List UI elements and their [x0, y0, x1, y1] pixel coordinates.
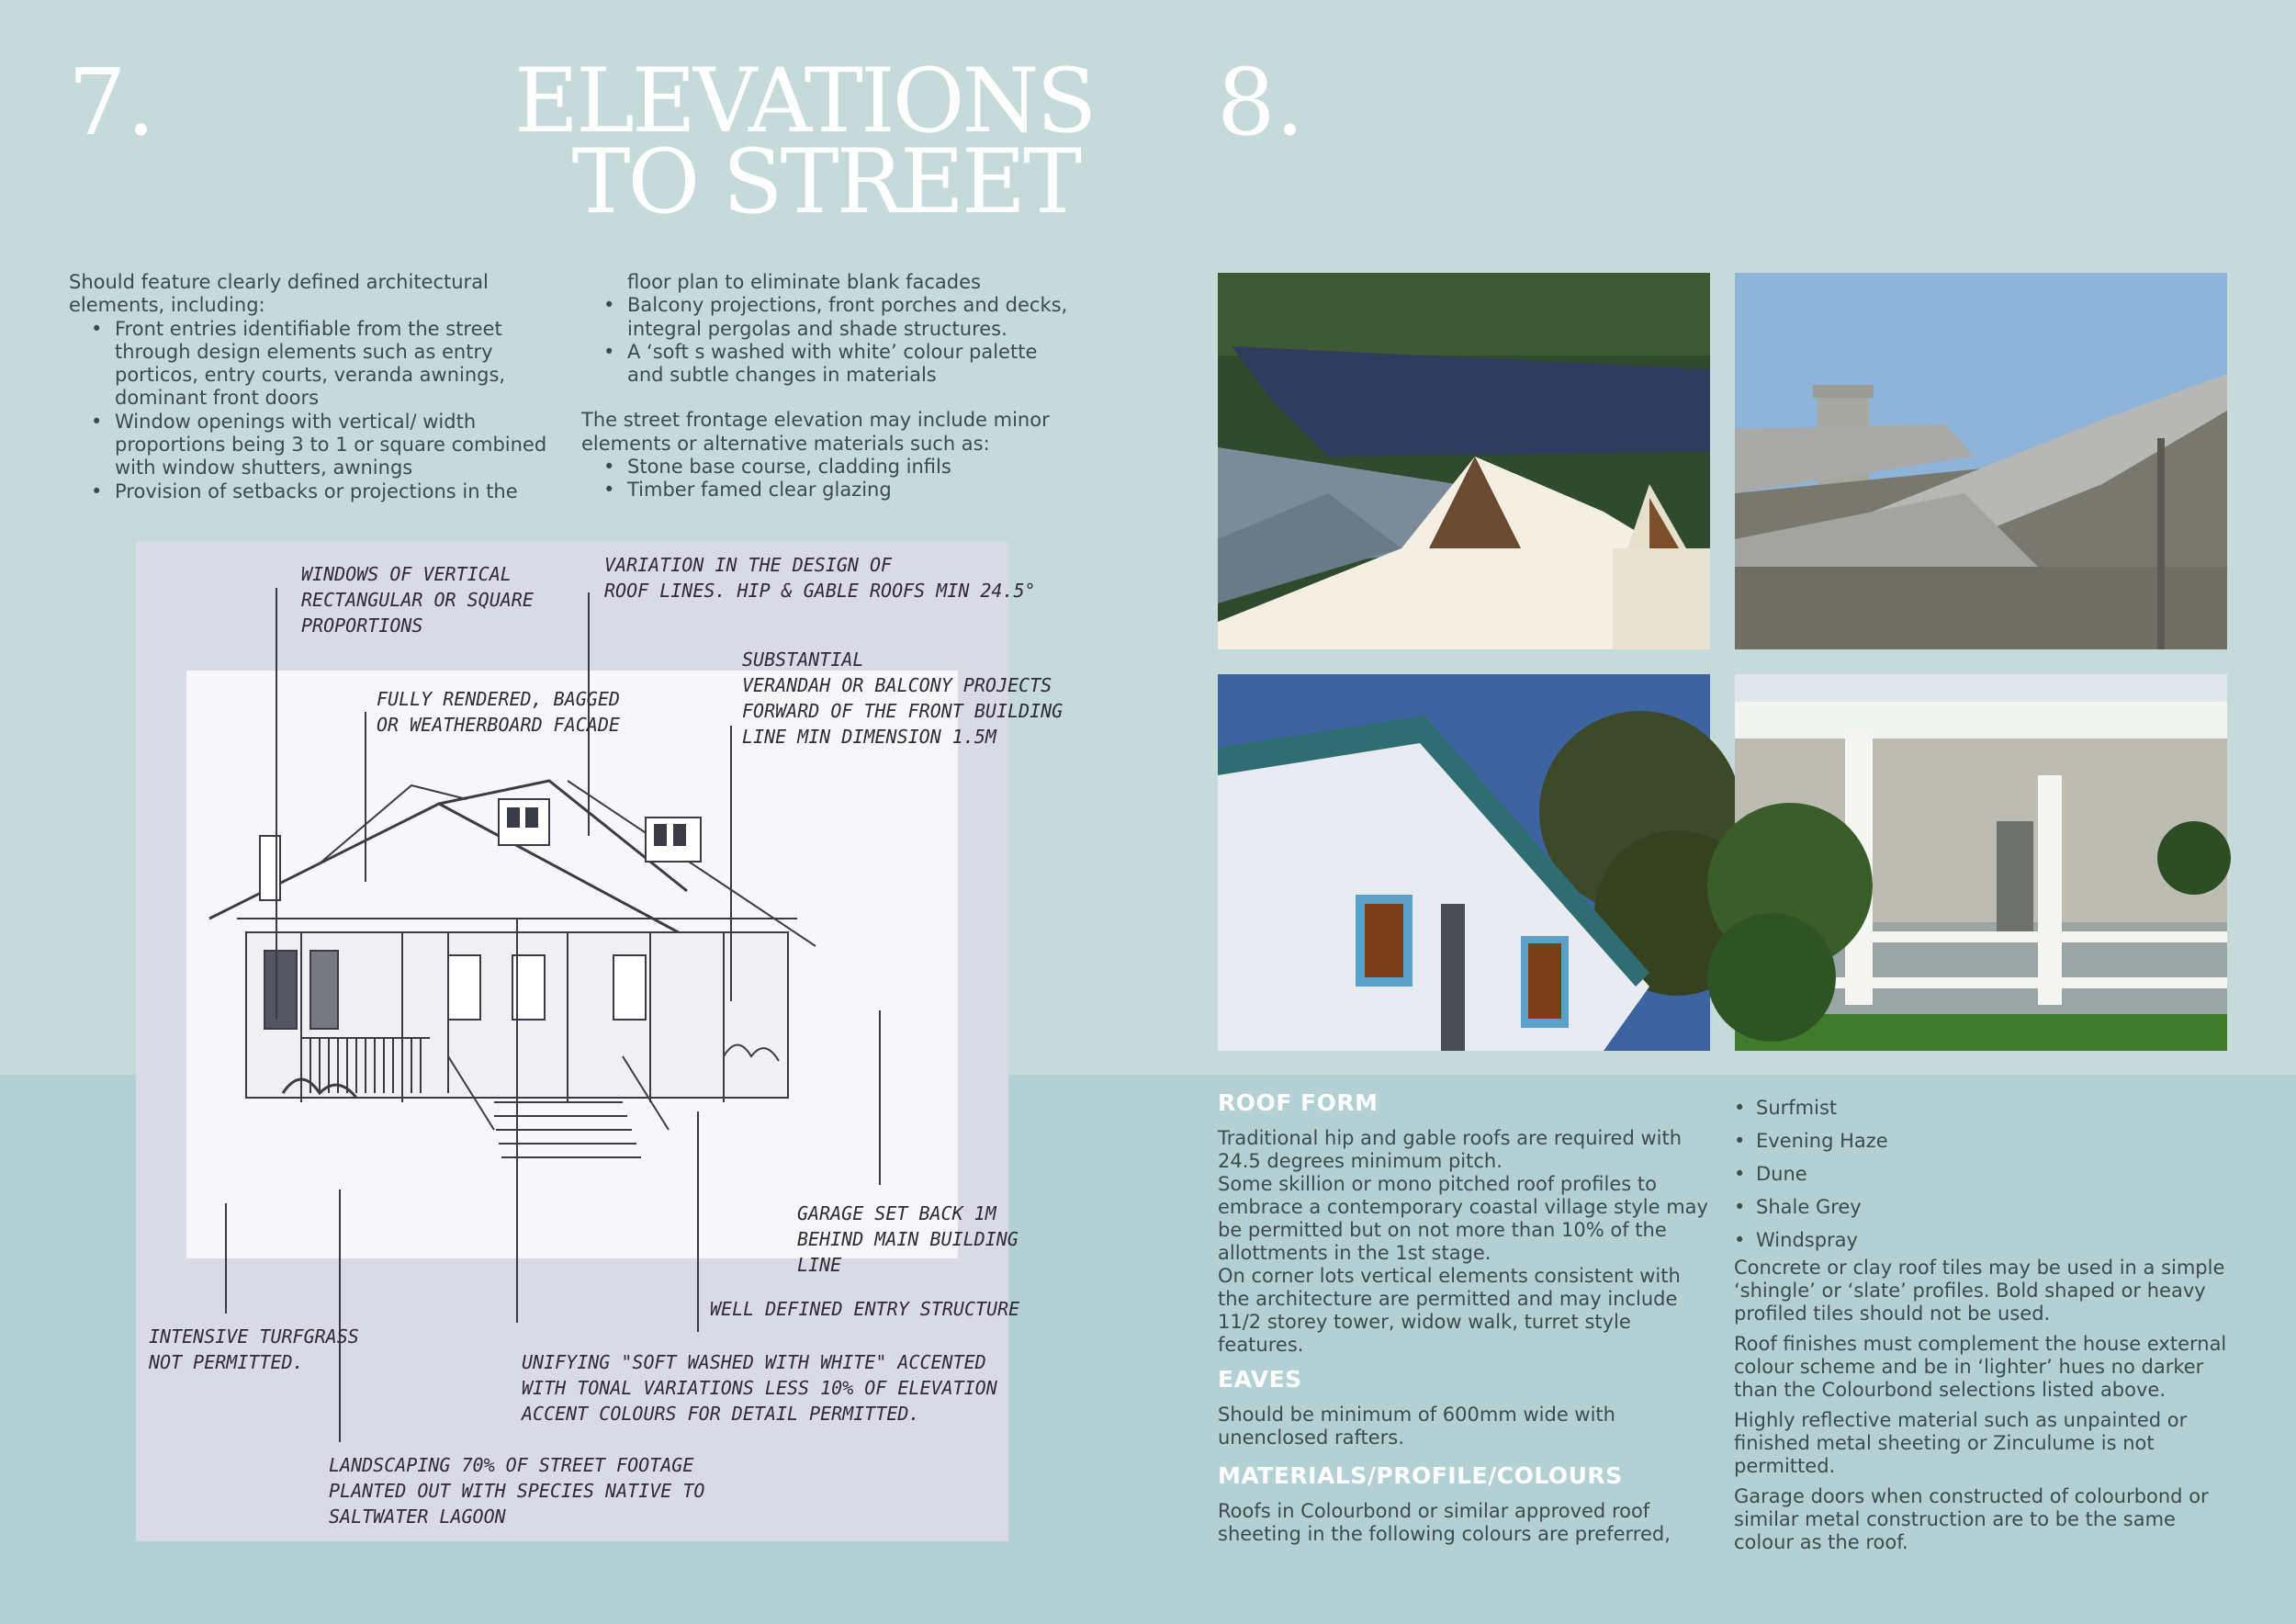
note-turf-2: NOT PERMITTED.	[149, 1351, 304, 1373]
note-windows-2: RECTANGULAR OR SQUARE	[301, 589, 534, 611]
title-line-1: ELEVATIONS	[514, 50, 1095, 152]
note-windows-3: PROPORTIONS	[301, 615, 423, 637]
note-colour-3: ACCENT COLOURS FOR DETAIL PERMITTED.	[522, 1403, 920, 1425]
roof-form-paragraph: Traditional hip and gable roofs are required with 24.5 degrees minimum pitch.	[1218, 1127, 1683, 1172]
list-item: • Provision of setbacks or projections in the	[115, 480, 565, 503]
eaves-heading: EAVES	[1218, 1366, 1302, 1393]
note-garage-1: GARAGE SET BACK 1M	[797, 1202, 996, 1224]
materials-text: Roofs in Colourbond or similar approved roof sheeting in the following colours are preferred,	[1218, 1500, 1671, 1545]
list-item: • Front entries identifiable from the street through design elements such as entry porticos, entry courts, veranda awnings, dominant front doors	[115, 318, 565, 411]
photo-white-verandah	[1735, 674, 2227, 1051]
note-roof-2: ROOF LINES. HIP & GABLE ROOFS MIN 24.5°	[604, 580, 1036, 602]
reflective-material-paragraph: Highly reflective material such as unpainted or finished metal sheeting or Zinculume is not permitted.	[1734, 1409, 2188, 1477]
colour-item: • Windspray	[1756, 1224, 2230, 1257]
sketch-drawing	[136, 542, 1064, 1541]
note-landscape-2: PLANTED OUT WITH SPECIES NATIVE TO	[329, 1480, 705, 1502]
note-garage-3: LINE	[797, 1254, 842, 1276]
page-number-right: 8.	[1217, 49, 1305, 156]
note-entry: WELL DEFINED ENTRY STRUCTURE	[710, 1298, 1020, 1320]
note-turf-1: INTENSIVE TURFGRASS	[149, 1325, 359, 1348]
text-column-1	[69, 271, 565, 503]
list-item: • Timber famed clear glazing	[627, 479, 1077, 502]
note-roof-1: VARIATION IN THE DESIGN OF	[604, 554, 893, 576]
note-facade-2: OR WEATHERBOARD FACADE	[377, 714, 620, 736]
roof-form-paragraph: On corner lots vertical elements consistent with the architecture are permitted and may include 11/2 storey tower, widow walk, turret style features.	[1218, 1265, 1681, 1356]
roof-guidelines-column-1	[1218, 1091, 1714, 1553]
list-item: • A ‘soft s washed with white’ colour palette and subtle changes in materials	[627, 341, 1077, 388]
note-verandah-4: LINE MIN DIMENSION 1.5M	[742, 726, 996, 748]
note-garage-2: BEHIND MAIN BUILDING	[797, 1228, 1019, 1250]
note-verandah-3: FORWARD OF THE FRONT BUILDING	[742, 700, 1064, 722]
list-item: • Window openings with vertical/ width proportions being 3 to 1 or square combined with window shutters, awnings	[115, 411, 565, 480]
title-line-2: TO STREET	[571, 130, 1079, 233]
garage-doors-paragraph: Garage doors when constructed of colourbond or similar metal construction are to be the same colour as the roof.	[1734, 1485, 2209, 1553]
roof-tiles-paragraph: Concrete or clay roof tiles may be used in a simple ‘shingle’ or ‘slate’ profiles. Bold shaped or heavy profiled tiles should not be used.	[1734, 1257, 2225, 1325]
eaves-text: Should be minimum of 600mm wide with unenclosed rafters.	[1218, 1404, 1615, 1449]
note-colour-2: WITH TONAL VARIATIONS LESS 10% OF ELEVATION	[522, 1377, 997, 1399]
minor-elements-intro: The street frontage elevation may include minor elements or alternative materials such as:	[581, 409, 1050, 455]
note-colour-1: UNIFYING "SOFT WASHED WITH WHITE" ACCENTED	[522, 1351, 986, 1373]
photo-roof-gables	[1218, 273, 1710, 649]
page-number-left: 7.	[68, 49, 156, 156]
page-title	[514, 50, 1095, 233]
colour-item: • Dune	[1756, 1157, 2230, 1190]
list-continuation: floor plan to eliminate blank facades	[627, 271, 981, 293]
roof-form-paragraph: Some skillion or mono pitched roof profiles to embrace a contemporary coastal village style may be permitted but on not more than 10% of the allottments in the 1st stage.	[1218, 1173, 1708, 1264]
roof-finishes-paragraph: Roof finishes must complement the house external colour scheme and be in ‘lighter’ hues no darker than the Colourbond selections listed above.	[1734, 1333, 2227, 1401]
list-item: • Balcony projections, front porches and decks, integral pergolas and shade structures.	[627, 294, 1077, 341]
note-verandah-2: VERANDAH OR BALCONY PROJECTS	[742, 674, 1052, 696]
note-verandah-1: SUBSTANTIAL	[742, 648, 864, 671]
elements-list	[69, 318, 565, 503]
intro-text: Should feature clearly defined architectural elements, including:	[69, 271, 489, 317]
house-sketch	[136, 542, 1064, 1541]
note-landscape-1: LANDSCAPING 70% OF STREET FOOTAGE	[329, 1454, 694, 1476]
note-windows-1: WINDOWS OF VERTICAL	[301, 563, 512, 585]
colour-item: • Surfmist	[1756, 1091, 2230, 1124]
colour-item: • Shale Grey	[1756, 1190, 2230, 1224]
elements-list-continued	[581, 294, 1077, 387]
note-landscape-3: SALTWATER LAGOON	[329, 1506, 506, 1528]
colour-item: • Evening Haze	[1756, 1124, 2230, 1157]
roof-guidelines-column-2	[1734, 1091, 2230, 1562]
photo-grey-house	[1735, 273, 2227, 649]
materials-heading: MATERIALS/PROFILE/COLOURS	[1218, 1462, 1623, 1489]
photo-weatherboard-gable	[1218, 674, 1710, 1051]
colour-list	[1734, 1091, 2230, 1257]
minor-elements-list	[581, 456, 1077, 502]
note-facade-1: FULLY RENDERED, BAGGED	[377, 688, 620, 710]
text-column-2	[581, 271, 1077, 502]
list-item: • Stone base course, cladding infils	[627, 456, 1077, 479]
roof-form-heading: ROOF FORM	[1218, 1089, 1379, 1116]
